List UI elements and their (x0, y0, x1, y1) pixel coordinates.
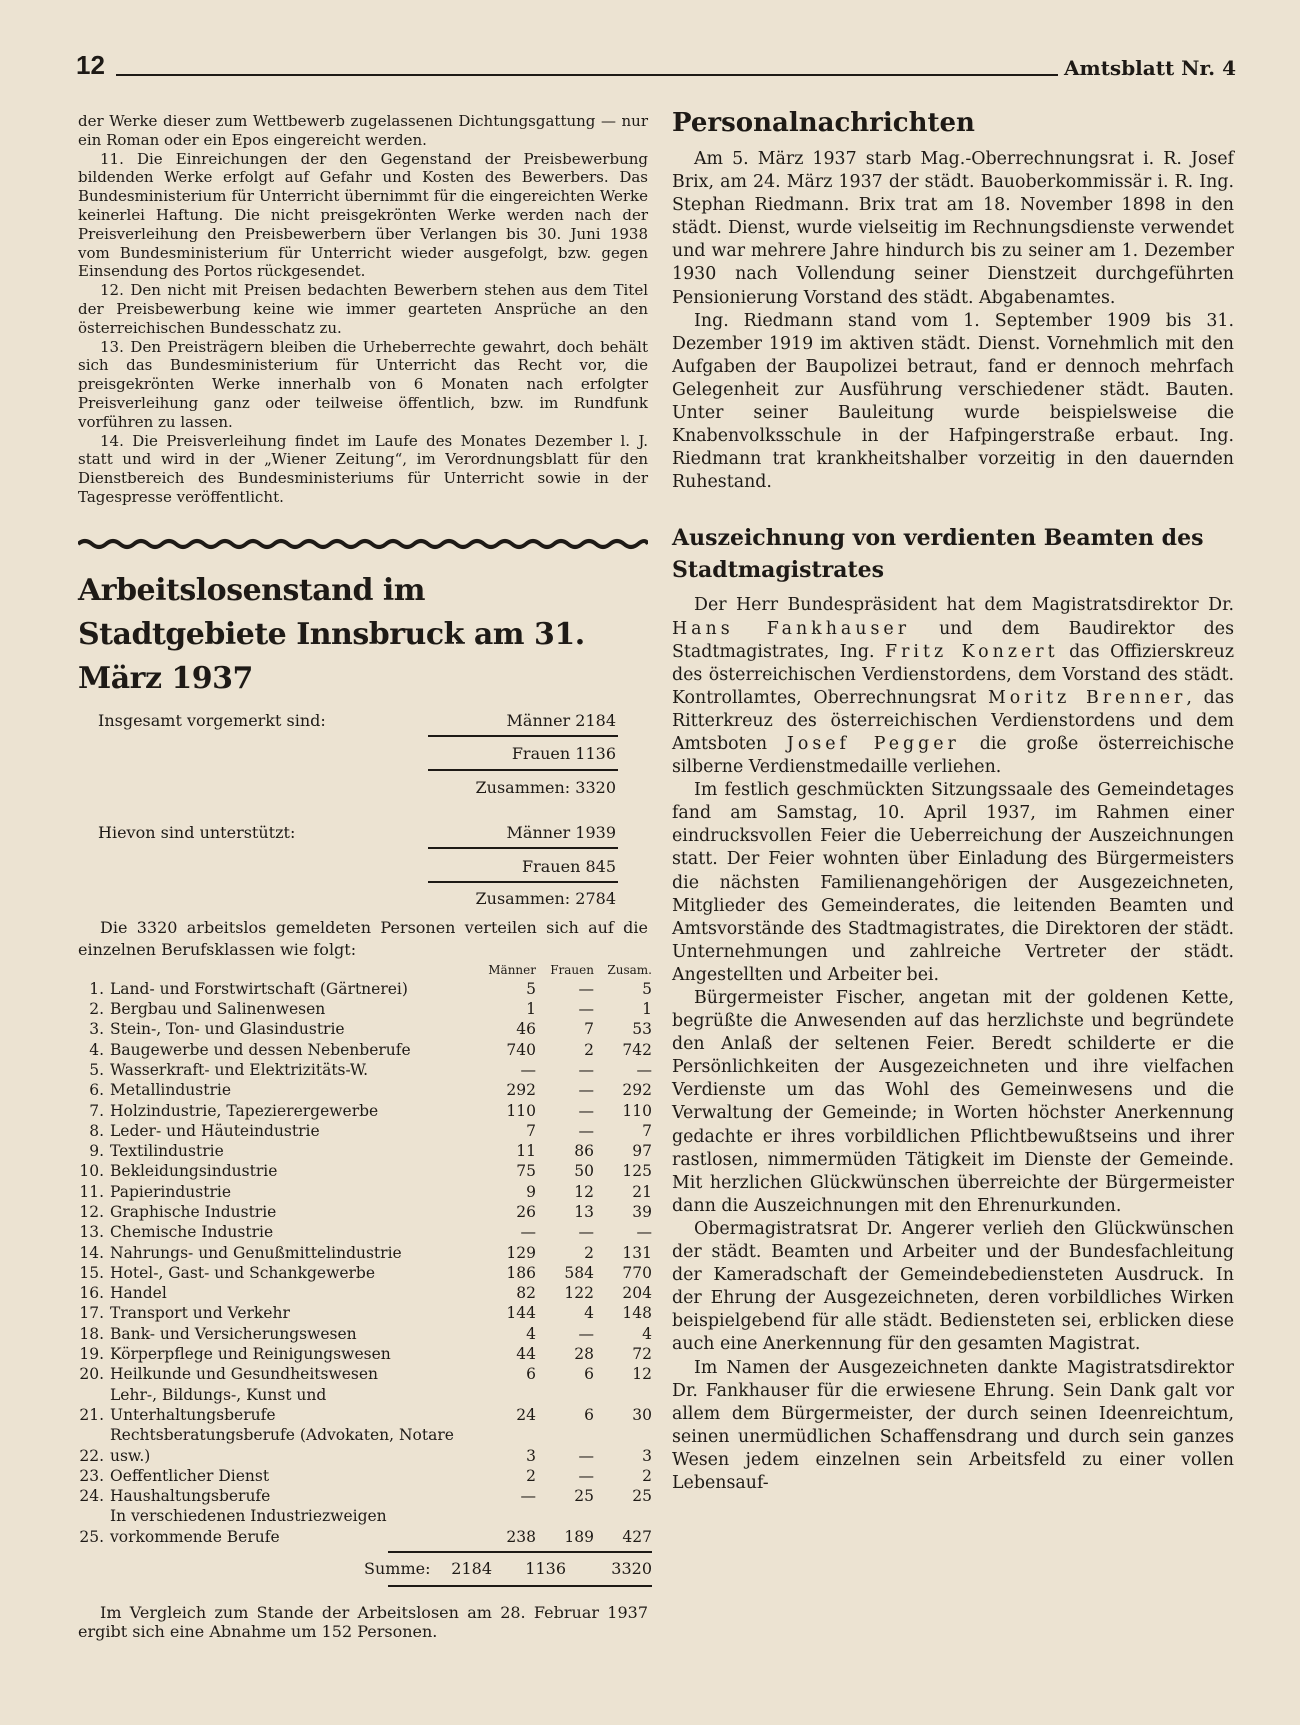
page-header (76, 50, 1236, 84)
row-men: 7 (526, 1121, 536, 1140)
row-label: Nahrungs- und Genußmittelindustrie (110, 1243, 402, 1262)
supported-women: Frauen 845 (522, 856, 616, 876)
row-number: 2. (89, 1000, 104, 1019)
row-number: 9. (89, 1142, 104, 1161)
row-women: 4 (584, 1304, 594, 1323)
table-row (78, 1364, 652, 1384)
row-total: — (636, 1223, 652, 1242)
wavy-divider (78, 535, 648, 553)
row-number: 15. (79, 1263, 104, 1282)
row-label: Hotel-, Gast- und Schankgewerbe (110, 1263, 376, 1282)
row-men: 46 (516, 1020, 536, 1039)
row-label: Leder- und Häuteindustrie (110, 1121, 320, 1140)
award-title-line1: Auszeichnung von verdienten Beamten des (672, 525, 1204, 552)
award-text: Der Herr Bundespräsident hat dem Magistratsdirektor Dr. (694, 595, 1234, 616)
total-women: Frauen 1136 (511, 743, 616, 763)
row-total: 1 (642, 1000, 652, 1019)
personal-paragraph: Ing. Riedmann stand vom 1. September 1909 bis 31. Dezember 1919 im aktiven städt. Dienst. Vornehmlich mit den Aufgaben der Baupolizei betraut, fand er dennoch mehrfach Gelegenheit zur Ausführung verschiedener städt. Bauten. Unter seiner Bauleitung wurde beispielsweise die Knabenvolksschule in der Hafpingerstraße erbaut. Ing. Riedmann trat krankheitshalber vorzeitig in den dauernden Ruhestand. (672, 310, 1234, 493)
table-row (78, 1182, 652, 1202)
unemployment-title (78, 569, 648, 701)
row-label: Stein-, Ton- und Glasindustrie (110, 1020, 345, 1039)
table-row (78, 1222, 652, 1242)
row-label: Körperpflege und Reinigungswesen (110, 1345, 391, 1364)
award-paragraph: Bürgermeister Fischer, angetan mit der goldenen Kette, begrüßte die Anwesenden auf das herzlichste und begründete den Anlaß der seltenen Feier. Beredt schilderte er die Persönlichkeiten der Ausgezeichneten und ihre vielfachen Verdienste um das Wohl des Gemeinwesens und die Verwaltung der Gemeinde; in Worten höchster Anerkennung gedachte er ihres vorbildlichen Pflichtbewußtseins und ihrer rastlosen, nimmermüden Tätigkeit im Dienste der Gemeinde. Mit herzlichen Glückwünschen überreichte der Bürgermeister dann die Auszeichnungen mit den Ehrenurkunden. (672, 988, 1234, 1216)
profession-table (78, 963, 652, 1547)
row-men: 4 (526, 1324, 536, 1343)
row-women: 6 (584, 1405, 594, 1424)
award-text: die große österreichische silberne Verdienstmedaille verliehen. (672, 733, 1234, 778)
row-total: 5 (642, 979, 652, 998)
award-title-line2: Stadtmagistrates (672, 557, 885, 584)
table-row (78, 1101, 652, 1121)
row-label: Papierindustrie (110, 1182, 232, 1201)
award-paragraph: Im Namen der Ausgezeichneten dankte Magistratsdirektor Dr. Fankhauser für die erwiesene Ehrung. Sein Dank galt vor allem dem Bürgermeister, der durch seinen Ideenreichtum, seinen unermüdlichen Schaffensdrang und durch sein ganzes Wesen jedem einzelnen sein Arbeitsfeld zu einer vollen Lebensauf- (672, 1357, 1234, 1493)
row-total: 25 (632, 1487, 652, 1506)
award-paragraph: Obermagistratsrat Dr. Angerer verlieh den Glückwünschen der städt. Beamten und Arbeiter und der Bundesfachleitung der Kameradschaft der Gemeindebediensteten Ausdruck. In der Ehrung der Ausgezeichneten, deren vorbildliches Wirken beispielgebend für alle städt. Bediensteten sei, erblicken diese auch eine Anerkennung für den gesamten Magistrat. (672, 1218, 1234, 1355)
honoree-name: Hans Fankhauser (672, 618, 911, 639)
row-total: 131 (622, 1243, 652, 1262)
col-men-header: Männer (488, 962, 536, 977)
summary-rule (428, 769, 618, 771)
row-women: 50 (574, 1162, 594, 1181)
row-men: 2 (526, 1466, 536, 1485)
row-men: 9 (526, 1182, 536, 1201)
honoree-name: Fritz Konzert (885, 641, 1059, 662)
table-row (78, 1324, 652, 1344)
table-header-row (78, 963, 652, 979)
row-label: Holzindustrie, Tapezierergewerbe (110, 1101, 379, 1120)
row-number: 19. (79, 1345, 104, 1364)
row-number: 12. (79, 1203, 104, 1221)
row-number: 8. (89, 1121, 104, 1140)
row-label: In verschiedenen Industriezweigen vorkommende Berufe (110, 1507, 387, 1546)
personal-paragraph: Am 5. März 1937 starb Mag.-Oberrechnungsrat i. R. Josef Brix, am 24. März 1937 der städt. Bauoberkommissär i. R. Ing. Stephan Riedmann. Brix trat am 18. November 1898 in den städt. Dienst, wurde vielseitig im Rechnungsdienste verwendet und war mehrere Jahre hindurch bis zu seiner am 1. Dezember 1930 nach Vollendung seiner Dienstzeit durchgeführten Pensionierung Vorstand des städt. Abgabenamtes. (672, 149, 1234, 308)
rules-paragraph: 14. Die Preisverleihung findet im Laufe des Monates Dezember l. J. statt und wird in der „Wiener Zeitung“, im Verordnungsblatt für den Dienstbereich des Bundesministeriums für Unterricht sowie in der Tagespresse veröffentlicht. (78, 431, 648, 506)
row-women: — (578, 979, 594, 998)
unemployment-title-line1: Arbeitslosenstand im (78, 572, 426, 608)
competition-rules (78, 112, 648, 507)
row-men: 110 (506, 1101, 536, 1120)
row-men: 11 (516, 1142, 536, 1161)
supported-label: Hievon sind unterstützt: (98, 822, 296, 842)
row-number: 4. (89, 1040, 104, 1059)
row-number: 16. (79, 1284, 104, 1303)
summary-rule (428, 881, 618, 883)
row-women: 28 (574, 1345, 594, 1364)
row-men: — (520, 1060, 536, 1079)
table-row (78, 1121, 652, 1141)
row-label: Bekleidungsindustrie (110, 1162, 278, 1181)
row-label: Oeffentlicher Dienst (110, 1466, 270, 1485)
header-rule (116, 74, 1058, 76)
profession-table-body (78, 979, 652, 1547)
table-row (78, 1243, 652, 1263)
row-number: 6. (89, 1081, 104, 1100)
sum-label: Summe: (364, 1559, 431, 1579)
table-row (78, 999, 652, 1019)
table-row (78, 1263, 652, 1283)
row-total: 204 (622, 1284, 652, 1303)
row-number: 17. (79, 1304, 104, 1323)
table-row (78, 1385, 652, 1426)
row-men: 75 (516, 1162, 536, 1181)
row-label: Metallindustrie (110, 1081, 231, 1100)
row-total: 30 (632, 1405, 652, 1424)
table-row (78, 1506, 652, 1547)
rules-paragraph: 13. Den Preisträgern bleiben die Urheberrechte gewahrt, doch behält sich das Bundesministerium für Unterricht das Recht vor, die preisgekrönten Werke innerhalb von 6 Monaten nach erfolgter Preisverleihung ganz oder teilweise öffentlich, bzw. im Rundfunk vorführen zu lassen. (78, 337, 648, 431)
comparison-note: Im Vergleich zum Stande der Arbeitslosen am 28. Februar 1937 ergibt sich eine Abnahme um 152 Personen. (78, 1603, 648, 1642)
award-text: das Offizierskreuz des österreichischen Verdienstordens, dem Vorstand des städt. Kontrollamtes, Oberrechnungsrat (672, 641, 1234, 708)
sum-men: 2184 (451, 1559, 492, 1579)
row-total: 12 (632, 1365, 652, 1384)
row-total: 125 (622, 1162, 652, 1181)
row-label: Wasserkraft- und Elektrizitäts-W. (110, 1060, 369, 1079)
row-number: 14. (79, 1243, 104, 1262)
total-men: Männer 2184 (506, 710, 616, 730)
table-row (78, 1466, 652, 1486)
row-women: 584 (564, 1263, 594, 1282)
row-men: — (520, 1487, 536, 1506)
summary-rule (428, 735, 618, 737)
row-label: Baugewerbe und dessen Nebenberufe (110, 1040, 411, 1059)
table-row (78, 1019, 652, 1039)
row-men: — (520, 1223, 536, 1242)
row-total: 3 (642, 1446, 652, 1465)
row-label: Lehr-, Bildungs-, Kunst und Unterhaltungsberufe (110, 1385, 327, 1424)
award-title (672, 522, 1234, 586)
table-row (78, 1425, 652, 1466)
row-label: Chemische Industrie (110, 1223, 274, 1242)
table-row (78, 1202, 652, 1222)
row-total: 72 (632, 1345, 652, 1364)
page-number: 12 (76, 50, 105, 80)
row-men: 26 (516, 1203, 536, 1221)
sum-rule-bottom (388, 1585, 652, 1587)
row-men: 44 (516, 1345, 536, 1364)
left-column (78, 112, 652, 1642)
rules-paragraph: 12. Den nicht mit Preisen bedachten Bewerbern stehen aus dem Titel der Preisbewerbung keine wie immer gearteten Ansprüche an den österreichischen Bundesschatz zu. (78, 281, 648, 337)
row-men: 3 (526, 1446, 536, 1465)
row-men: 6 (526, 1365, 536, 1384)
row-women: 7 (584, 1020, 594, 1039)
row-women: — (578, 1446, 594, 1465)
row-women: 189 (564, 1527, 594, 1546)
row-women: 6 (584, 1365, 594, 1384)
table-row (78, 1486, 652, 1506)
row-women: 2 (584, 1243, 594, 1262)
row-number: 13. (79, 1223, 104, 1242)
row-total: 21 (632, 1182, 652, 1201)
row-total: 53 (632, 1020, 652, 1039)
row-women: — (578, 1121, 594, 1140)
row-label: Land- und Forstwirtschaft (Gärtnerei) (110, 979, 408, 998)
row-total: 148 (622, 1304, 652, 1323)
row-men: 144 (506, 1304, 536, 1323)
row-total: 770 (622, 1263, 652, 1282)
col-women-header: Frauen (550, 962, 594, 977)
row-number: 18. (79, 1324, 104, 1343)
total-sum: Zusammen: 3320 (475, 777, 616, 797)
sum-total: 3320 (611, 1559, 652, 1579)
table-row (78, 1141, 652, 1161)
row-men: 292 (506, 1081, 536, 1100)
row-number: 1. (89, 979, 104, 998)
row-total: 742 (622, 1040, 652, 1059)
row-number: 24. (79, 1487, 104, 1506)
row-total: 7 (642, 1121, 652, 1140)
award-paragraph (672, 594, 1234, 779)
table-row (78, 1303, 652, 1323)
row-number: 25. (79, 1527, 104, 1546)
row-men: 24 (516, 1405, 536, 1424)
row-number: 3. (89, 1020, 104, 1039)
row-women: 12 (574, 1182, 594, 1201)
row-women: — (578, 1466, 594, 1485)
table-row (78, 1040, 652, 1060)
sum-rule-top (388, 1551, 652, 1553)
row-total: 97 (632, 1142, 652, 1161)
row-women: — (578, 1101, 594, 1120)
supported-men: Männer 1939 (506, 822, 616, 842)
row-men: 82 (516, 1284, 536, 1303)
row-men: 740 (506, 1040, 536, 1059)
award-text: , das Ritterkreuz des österreichischen Verdienstordens und dem Amtsboten (672, 687, 1234, 754)
row-number: 7. (89, 1101, 104, 1120)
row-total: 292 (622, 1081, 652, 1100)
row-label: Bergbau und Salinenwesen (110, 1000, 326, 1019)
row-label: Haushaltungsberufe (110, 1487, 271, 1506)
row-total: 2 (642, 1466, 652, 1485)
row-number: 11. (79, 1182, 104, 1201)
row-label: Handel (110, 1284, 167, 1303)
supported-sum: Zusammen: 2784 (475, 888, 616, 908)
row-number: 22. (79, 1446, 104, 1465)
row-women: — (578, 1081, 594, 1100)
row-total: 39 (632, 1203, 652, 1221)
rules-paragraph: 11. Die Einreichungen der den Gegenstand der Preisbewerbung bildenden Werke erfolgt auf Gefahr und Kosten des Bewerbers. Das Bundesministerium für Unterricht übernimmt für die eingereichten Werke keinerlei Haftung. Die nicht preisgekrönten Werke werden nach der Preisverleihung den Preisbewerbern über Verlangen bis 30. Juni 1938 vom Bundesministerium für Unterricht wieder ausgefolgt, bzw. gegen Einsendung des Portos rückgesendet. (78, 149, 648, 281)
sum-women: 1136 (525, 1559, 566, 1579)
row-total: 427 (622, 1527, 652, 1546)
table-row (78, 979, 652, 999)
distribution-intro: Die 3320 arbeitslos gemeldeten Personen verteilen sich auf die einzelnen Berufsklassen wie folgt: (78, 917, 648, 959)
row-women: — (578, 1223, 594, 1242)
award-text: und dem Baudirektor des Stadtmagistrates, Ing. (672, 618, 1234, 662)
row-women: 25 (574, 1487, 594, 1506)
row-label: Graphische Industrie (110, 1203, 277, 1221)
honoree-name: Josef Pegger (786, 733, 960, 754)
row-men: 129 (506, 1243, 536, 1262)
table-row (78, 1060, 652, 1080)
table-row (78, 1283, 652, 1303)
rules-paragraph: der Werke dieser zum Wettbewerb zugelassenen Dichtungsgattung — nur ein Roman oder ein Epos eingereicht werden. (78, 112, 648, 149)
table-row (78, 1080, 652, 1100)
row-number: 5. (89, 1060, 104, 1079)
total-label: Insgesamt vorgemerkt sind: (98, 710, 326, 730)
row-number: 10. (79, 1162, 104, 1181)
row-men: 5 (526, 979, 536, 998)
unemployment-title-line2: Stadtgebiete Innsbruck am 31. März 1937 (78, 616, 585, 696)
honoree-name: Moritz Brenner (987, 687, 1187, 708)
row-women: — (578, 1000, 594, 1019)
right-column (672, 106, 1234, 1495)
row-women: 86 (574, 1142, 594, 1161)
row-women: 2 (584, 1040, 594, 1059)
table-row (78, 1344, 652, 1364)
row-label: Bank- und Versicherungswesen (110, 1324, 357, 1343)
row-men: 238 (506, 1527, 536, 1546)
row-women: 122 (564, 1284, 594, 1303)
row-women: — (578, 1324, 594, 1343)
row-number: 23. (79, 1466, 104, 1485)
table-sum-row (78, 1551, 652, 1587)
row-label: Textilindustrie (110, 1142, 224, 1161)
row-men: 186 (506, 1263, 536, 1282)
row-men: 1 (526, 1000, 536, 1019)
row-total: 110 (622, 1101, 652, 1120)
unemployment-summary (78, 711, 648, 911)
row-label: Heilkunde und Gesundheitswesen (110, 1365, 379, 1384)
row-women: 13 (574, 1203, 594, 1221)
row-total: 4 (642, 1324, 652, 1343)
row-number: 20. (79, 1365, 104, 1384)
personal-title: Personalnachrichten (672, 108, 975, 138)
row-number: 21. (79, 1405, 104, 1424)
table-row (78, 1161, 652, 1181)
issue-label: Amtsblatt Nr. 4 (1064, 56, 1236, 80)
row-women: — (578, 1060, 594, 1079)
summary-rule (428, 847, 618, 849)
row-label: Rechtsberatungsberufe (Advokaten, Notare usw.) (110, 1426, 454, 1465)
award-paragraph: Im festlich geschmückten Sitzungssaale des Gemeindetages fand am Samstag, 10. April 1937, im Rahmen einer eindrucksvollen Feier die Ueberreichung der Auszeichnungen statt. Der Feier wohnten über Einladung des Bürgermeisters die nächsten Familienangehörigen der Ausgezeichneten, Mitglieder des Gemeinderates, die leitenden Beamten und Amtsvorstände des Stadtmagistrates, die Direktoren der städt. Unternehmungen und zahlreiche Vertreter der städt. Angestellten und Arbeiter bei. (672, 780, 1234, 985)
col-total-header: Zusam. (607, 962, 652, 977)
row-label: Transport und Verkehr (110, 1304, 290, 1323)
row-total: — (636, 1060, 652, 1079)
